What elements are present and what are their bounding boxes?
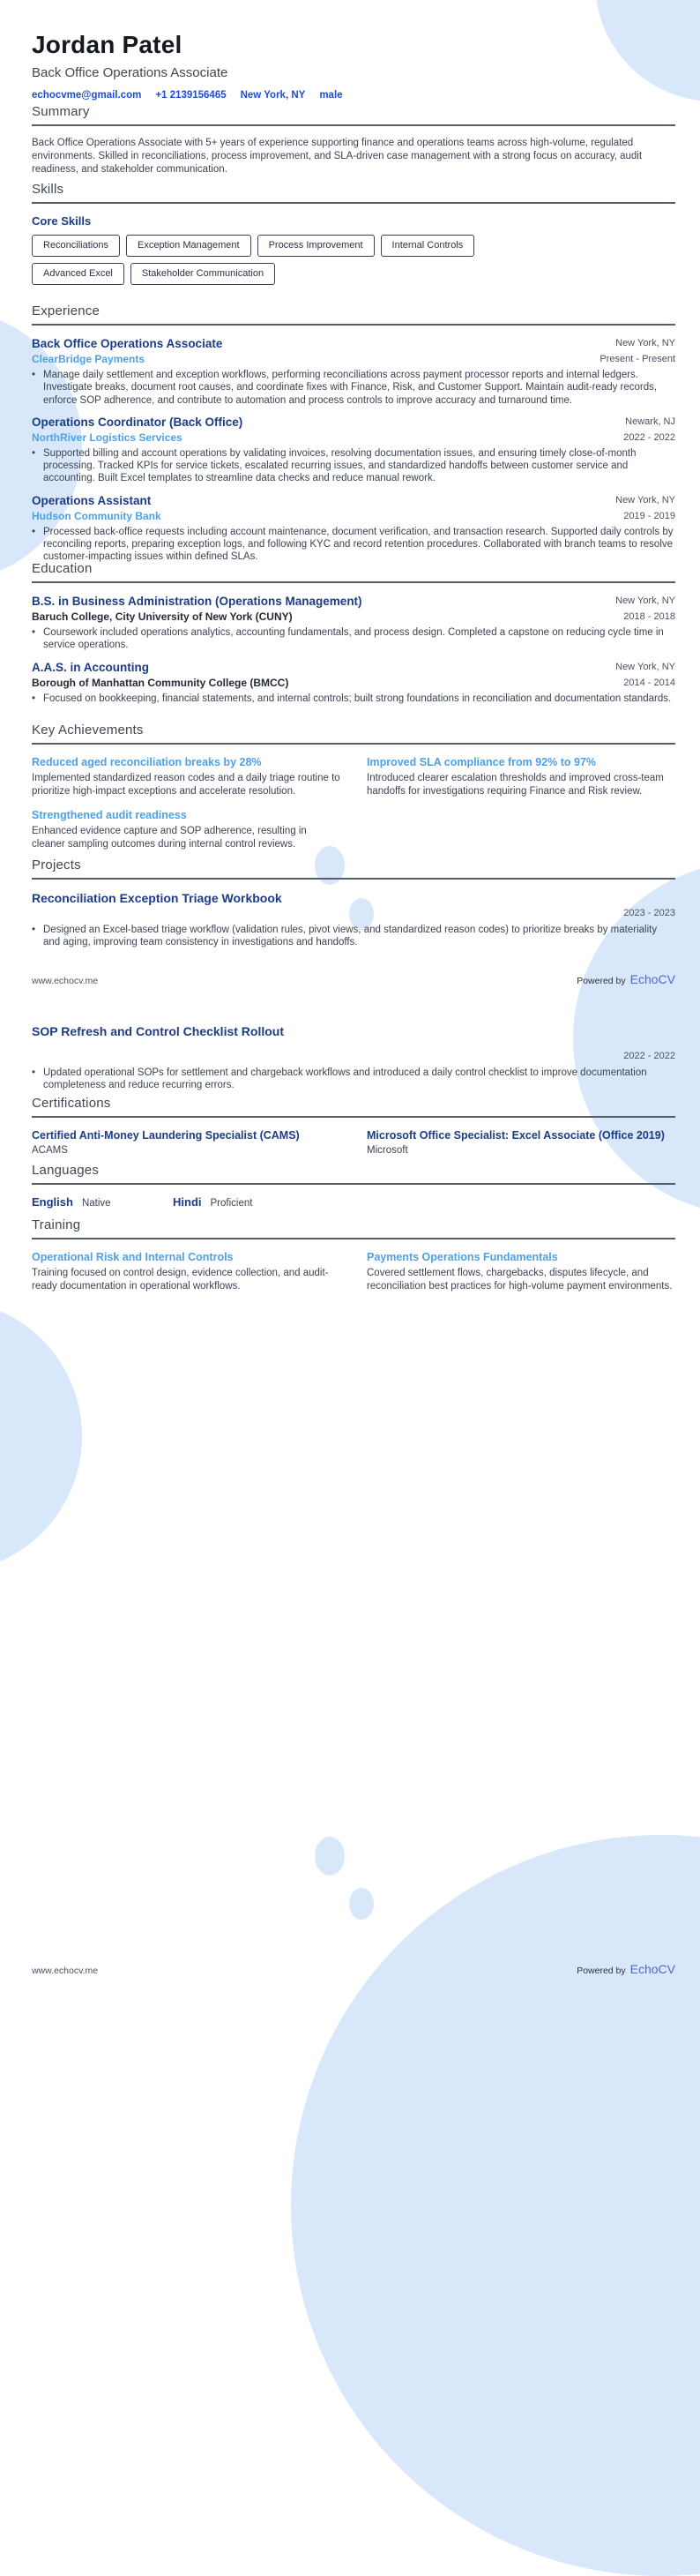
training-title: Operational Risk and Internal Controls (32, 1251, 234, 1263)
bullet-marker-icon: • (32, 925, 36, 935)
training-text: Training focused on control design, evidence collection, and audit-ready documentation in operational workflows. (32, 1268, 329, 1292)
section-divider (32, 1238, 675, 1239)
job-bullet (32, 526, 675, 564)
school-location: New York, NY (615, 595, 675, 606)
school-name: Borough of Manhattan Community College (BMCC) (32, 676, 289, 689)
language-level: Proficient (210, 1198, 253, 1209)
achievement-text: Enhanced evidence capture and SOP adherence, resulting in cleaner sampling outcomes during internal control reviews. (32, 826, 307, 850)
education-entry (32, 660, 675, 705)
certification-name: Microsoft Office Specialist: Excel Associate (Office 2019) (367, 1129, 665, 1142)
section-divider (32, 878, 675, 880)
skills-heading: Skills (32, 182, 64, 197)
education-bullet (32, 626, 675, 652)
footer-brand-link[interactable]: EchoCV (629, 972, 675, 986)
language-item (173, 1195, 314, 1209)
certification-issuer: Microsoft (367, 1145, 408, 1156)
job-bullet (32, 369, 675, 407)
bullet-marker-icon: • (32, 370, 36, 380)
job-company: NorthRiver Logistics Services (32, 431, 182, 444)
experience-entry (32, 415, 675, 485)
section-languages (32, 1163, 675, 1209)
achievement-title: Strengthened audit readiness (32, 809, 187, 821)
decor-blob-left-lower (0, 1299, 82, 1573)
school-dates: 2014 - 2014 (623, 677, 675, 688)
education-entry (32, 594, 675, 652)
job-bullet-text: Manage daily settlement and exception workflows, performing reconciliations across payment processor reports and internal ledgers. Investigate breaks, document root causes, and coordinate fixes with Finance, Risk, and Customer Support. Maintain audit-ready records, enforce SOP adherence, and contribute to automation and process controls to improve accuracy and turnaround time. (43, 370, 658, 406)
page-footer (32, 972, 675, 986)
section-key-achievements (32, 723, 675, 850)
achievements-heading: Key Achievements (32, 723, 144, 738)
skill-chip: Internal Controls (381, 235, 475, 257)
bullet-marker-icon: • (32, 1067, 36, 1078)
job-title: Operations Assistant (32, 493, 152, 507)
project-entry (32, 1023, 675, 1092)
footer-site-link[interactable]: www.echocv.me (32, 976, 99, 986)
section-divider (32, 743, 675, 745)
skill-chip: Process Improvement (257, 235, 375, 257)
achievement-item (32, 755, 340, 798)
bullet-marker-icon: • (32, 693, 36, 704)
project-bullet-text: Updated operational SOPs for settlement and chargeback workflows and introduced a daily control checklist to improve documentation completeness and reduce recurring errors. (43, 1067, 647, 1091)
decor-dot-bottom-2 (349, 1888, 374, 1920)
project-bullet (32, 924, 675, 949)
achievement-title: Improved SLA compliance from 92% to 97% (367, 756, 597, 768)
skill-chip: Advanced Excel (32, 263, 124, 285)
job-title: Operations Coordinator (Back Office) (32, 415, 243, 429)
job-bullet (32, 447, 675, 485)
skill-chip: Reconciliations (32, 235, 120, 257)
education-heading: Education (32, 561, 93, 576)
bullet-marker-icon: • (32, 526, 36, 537)
resume-header (32, 30, 675, 101)
job-bullet-text: Supported billing and account operations by validating invoices, resolving documentation issues, and ensuring timely close-of-month processing. Tracked KPIs for service tickets, escalated recurring issues, and standardized handoffs between customer service and accounting. Built Excel templates to streamline data checks and reduce manual rework. (43, 447, 637, 484)
experience-entry (32, 336, 675, 407)
footer-brand-link[interactable]: EchoCV (629, 1962, 675, 1976)
training-text: Covered settlement flows, chargebacks, disputes lifecycle, and reconciliation best practices for high-volume payment environments. (367, 1268, 673, 1292)
job-bullet-text: Processed back-office requests including account maintenance, document verification, and transaction research. Supported daily controls by reconciling reports, preparing exception logs, and following KYC and record retention procedures. Collaborated with branch teams to resolve customer-impacting issues within defined SLAs. (43, 526, 674, 563)
skill-chip: Stakeholder Communication (130, 263, 275, 285)
training-item (367, 1250, 675, 1292)
section-divider (32, 1116, 675, 1118)
school-dates: 2018 - 2018 (623, 611, 675, 622)
education-bullet-text: Focused on bookkeeping, financial statements, and internal controls; built strong foundations in reconciliation and documentation standards. (43, 693, 672, 704)
skills-chip-list (32, 235, 525, 285)
section-training (32, 1217, 675, 1292)
footer-powered-prefix: Powered by (577, 1966, 626, 1976)
section-summary (32, 104, 675, 176)
project-bullet-text: Designed an Excel-based triage workflow (validation rules, pivot views, and standardized reason codes) to prioritize breaks by materiality and aging, improving team consistency in investigations and handoffs. (43, 925, 658, 948)
project-title: SOP Refresh and Control Checklist Rollout (32, 1024, 285, 1038)
achievement-item (32, 808, 340, 850)
languages-heading: Languages (32, 1163, 100, 1178)
section-projects (32, 857, 675, 949)
decor-dot-bottom-1 (315, 1837, 345, 1876)
job-company: ClearBridge Payments (32, 353, 145, 365)
degree-title: B.S. in Business Administration (Operations Management) (32, 595, 362, 608)
project-entry (32, 890, 675, 949)
decor-blob-bottom-right (291, 1835, 700, 2576)
certification-name: Certified Anti-Money Laundering Specialist (CAMS) (32, 1129, 300, 1142)
section-divider (32, 581, 675, 583)
achievement-text: Introduced clearer escalation thresholds and improved cross-team handoffs for investigations requiring Finance and Risk review. (367, 773, 664, 797)
candidate-name: Jordan Patel (32, 31, 182, 58)
footer-powered-prefix: Powered by (577, 976, 626, 986)
contact-gender: male (319, 90, 343, 101)
achievement-title: Reduced aged reconciliation breaks by 28% (32, 756, 262, 768)
job-company: Hudson Community Bank (32, 509, 161, 522)
education-bullet (32, 693, 675, 705)
training-heading: Training (32, 1217, 81, 1232)
project-dates: 2022 - 2022 (623, 1051, 675, 1061)
skills-group-title: Core Skills (32, 214, 92, 228)
achievement-item (367, 755, 675, 798)
footer-powered (577, 972, 675, 986)
contact-location: New York, NY (240, 90, 306, 101)
contact-phone[interactable]: +1 2139156465 (155, 90, 227, 101)
page-footer (32, 1962, 675, 1976)
section-skills (32, 182, 675, 285)
summary-text: Back Office Operations Associate with 5+ years of experience supporting finance and operations teams across high-volume, regulated environments. Skilled in reconciliations, process improvement, and SLA-driven case management with a strong focus on accuracy, audit readiness, and stakeholder communication. (32, 138, 643, 175)
language-item (32, 1195, 173, 1209)
certification-item (32, 1128, 340, 1157)
education-bullet-text: Coursework included operations analytics, accounting fundamentals, and process design. Completed a capstone on reducing cycle time in service operations. (43, 627, 664, 651)
school-name: Baruch College, City University of New York (CUNY) (32, 610, 293, 623)
section-experience (32, 303, 675, 572)
footer-powered (577, 1962, 675, 1976)
experience-entry (32, 493, 675, 564)
section-education (32, 561, 675, 713)
section-divider (32, 1183, 675, 1185)
certification-item (367, 1128, 675, 1157)
project-bullet (32, 1067, 675, 1092)
job-dates: 2019 - 2019 (623, 510, 675, 521)
job-dates: 2022 - 2022 (623, 431, 675, 443)
candidate-title: Back Office Operations Associate (32, 65, 228, 80)
language-level: Native (81, 1198, 111, 1209)
job-location: New York, NY (615, 338, 675, 348)
achievement-text: Implemented standardized reason codes and a daily triage routine to prioritize high-impact exceptions and accelerate resolution. (32, 773, 340, 797)
bullet-marker-icon: • (32, 447, 36, 459)
contact-row (32, 90, 675, 101)
certifications-heading: Certifications (32, 1096, 111, 1111)
job-dates: Present - Present (599, 354, 675, 364)
section-divider (32, 324, 675, 326)
project-title: Reconciliation Exception Triage Workbook (32, 891, 282, 905)
section-divider (32, 202, 675, 204)
section-projects-continued (32, 1023, 675, 1092)
section-certifications (32, 1096, 675, 1157)
school-location: New York, NY (615, 661, 675, 672)
language-name: Hindi (173, 1195, 202, 1209)
experience-heading: Experience (32, 303, 101, 318)
degree-title: A.A.S. in Accounting (32, 660, 149, 674)
summary-heading: Summary (32, 104, 90, 119)
certification-issuer: ACAMS (32, 1145, 68, 1156)
training-title: Payments Operations Fundamentals (367, 1251, 558, 1263)
job-location: Newark, NJ (625, 416, 675, 427)
project-dates: 2023 - 2023 (623, 908, 675, 918)
language-name: English (32, 1195, 73, 1209)
projects-heading: Projects (32, 857, 81, 872)
training-item (32, 1250, 340, 1292)
skill-chip: Exception Management (126, 235, 251, 257)
section-divider (32, 124, 675, 126)
bullet-marker-icon: • (32, 627, 36, 638)
contact-email[interactable]: echocvme@gmail.com (32, 90, 142, 101)
job-location: New York, NY (615, 494, 675, 505)
job-title: Back Office Operations Associate (32, 337, 223, 350)
footer-site-link[interactable]: www.echocv.me (32, 1966, 99, 1976)
